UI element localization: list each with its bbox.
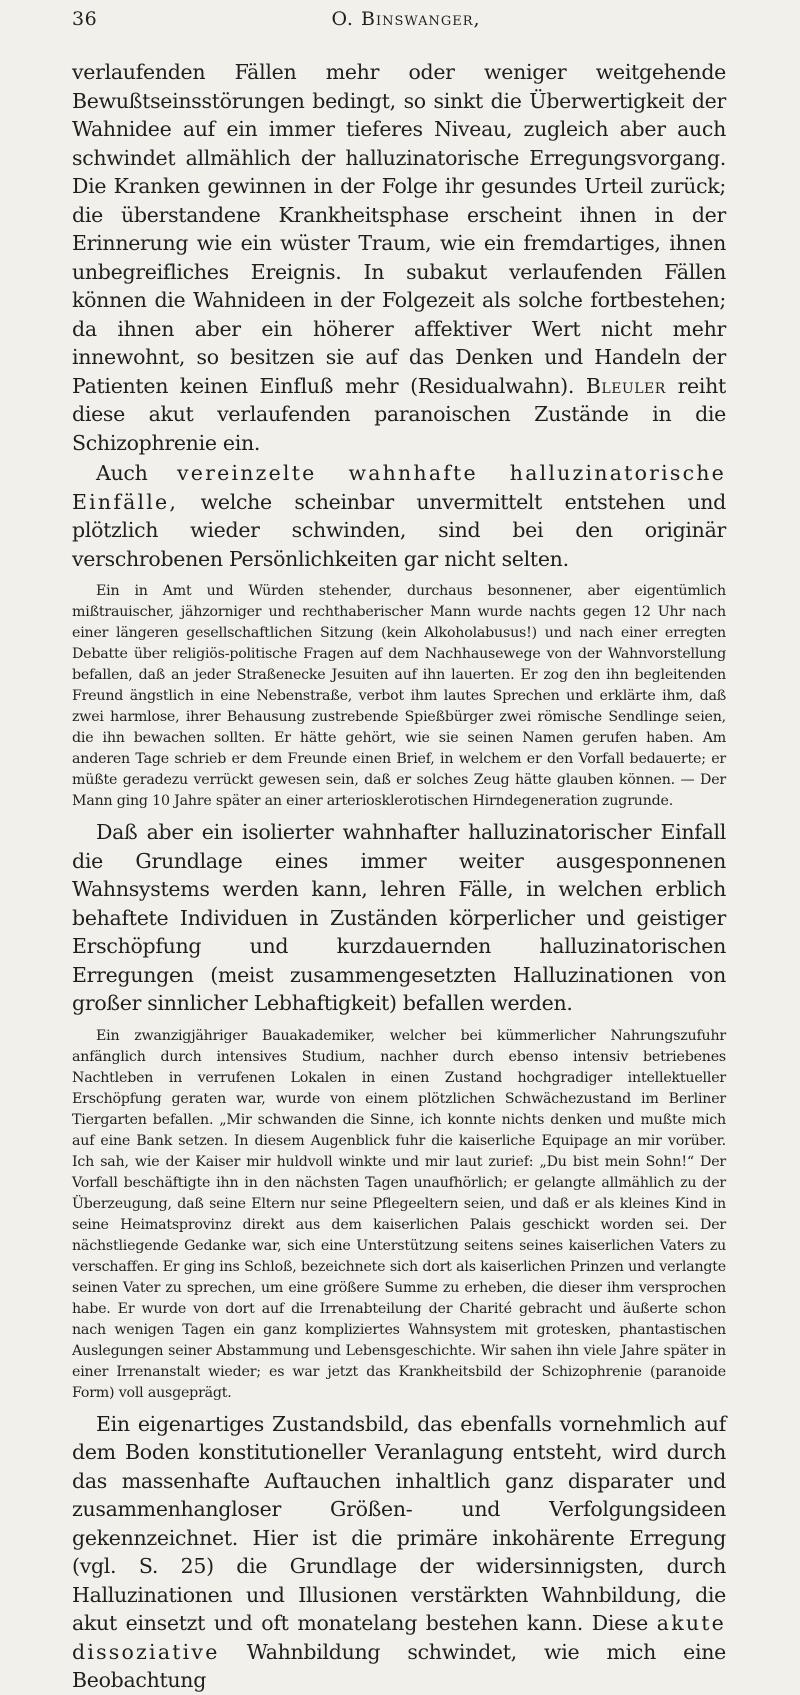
running-head: O. Binswanger, xyxy=(331,8,481,30)
paragraph-1-text-a: verlaufenden Fällen mehr oder weniger weitgehende Bewußtseinsstörungen bedingt, so sinkt die Überwertigkeit der Wahnidee auf ein immer tieferes Niveau, zugleich aber auch schwindet allmählich der halluzinatorische Erregungsvorgang. Die Kranken gewinnen in der Folge ihr gesundes Urteil zurück; die überstandene Krankheitsphase erscheint ihnen in der Erinnerung wie ein wüster Traum, wie ein fremdartiges, ihnen unbegreifliches Ereignis. In subakut verlaufenden Fällen können die Wahnideen in der Folgezeit als solche fortbestehen; da ihnen aber ein höherer affektiver Wert nicht mehr innewohnt, so besitzen sie auf das Denken und Handeln der Patienten keinen Einfluß mehr (Residualwahn). xyxy=(72,60,726,398)
paragraph-2 xyxy=(72,459,726,573)
paragraph-4-text-b: Wahnbildung schwindet, wie mich eine Beobachtung xyxy=(72,1639,726,1692)
paragraph-2-text-a: Auch xyxy=(96,461,148,485)
paragraph-1-text-b: reiht diese akut verlaufenden paranoischen Zustände in die Schizophrenie ein. xyxy=(72,373,726,455)
paragraph-4-emphasis: akute dissoziative xyxy=(72,1611,727,1664)
paragraph-4 xyxy=(72,1410,726,1695)
paragraph-2-text-b: welche scheinbar unvermittelt entstehen und plötzlich wieder schwinden, sind bei den originär verschrobenen Persönlichkeiten gar nicht selten. xyxy=(72,489,726,571)
page-header xyxy=(72,8,740,38)
case-report-1: Ein in Amt und Würden stehender, durchaus besonnener, aber eigentümlich mißtrauischer, jähzorniger und rechthaberischer Mann wurde nachts gegen 12 Uhr nach einer längeren gesellschaftlichen Sitzung (kein Alkoholabusus!) und nach einer erregten Debatte über religiös-politische Fragen auf dem Nachhausewege von der Wahnvorstellung befallen, daß an jeder Straßenecke Jesuiten auf ihn lauerten. Er zog den ihn begleitenden Freund ängstlich in eine Nebenstraße, verbot ihm lautes Sprechen und erklärte ihm, daß zwei harmlose, ihrer Behausung zustrebende Spießbürger zwei römische Sendlinge seien, die ihn bewachen sollten. Er hätte gehört, wie sie seinen Namen gerufen haben. Am anderen Tage schrieb er dem Freunde einen Brief, in welchem er den Vorfall bedauerte; er müßte geradezu verrückt gewesen sein, daß er solches Zeug hätte glauben können. — Der Mann ging 10 Jahre später an einer arteriosklerotischen Hirndegeneration zugrunde. xyxy=(72,583,726,809)
author-name-bleuler: Bleuler xyxy=(585,373,666,398)
paragraph-4-text-a: Ein eigenartiges Zustandsbild, das ebenfalls vornehmlich auf dem Boden konstitutioneller Veranlagung entsteht, wird durch das massenhafte Auftauchen inhaltlich ganz disparater und zusammenhangloser Größen- und Verfolgungsideen gekennzeichnet. Hier ist die primäre inkohärente Erregung (vgl. S. 25) die Grundlage der widersinnigsten, durch Halluzinationen und Illusionen verstärkten Wahnbildung, die akut einsetzt und oft monatelang bestehen kann. Diese xyxy=(72,1411,726,1635)
paragraph-2-emphasis: vereinzelte wahnhafte halluzinatorische Einfälle, xyxy=(72,461,726,514)
page-number: 36 xyxy=(72,8,98,30)
page-body xyxy=(72,58,726,1695)
case-report-2: Ein zwanzigjähriger Bauakademiker, welcher bei kümmerlicher Nahrungszufuhr anfänglich durch intensives Studium, nachher durch ebenso intensiv betriebenes Nachtleben in verrufenen Lokalen in einen Zustand hochgradiger intellektueller Erschöpfung geraten war, wurde von einem plötzlichen Schwächezustand im Berliner Tiergarten befallen. „Mir schwanden die Sinne, ich konnte nichts denken und mußte mich auf eine Bank setzen. In diesem Augenblick fuhr die kaiserliche Equipage an mir vorüber. Ich sah, wie der Kaiser mir huldvoll winkte und mir laut zurief: „Du bist mein Sohn!“ Der Vorfall beschäftigte ihn in den nächsten Tagen unaufhörlich; er gelangte allmählich zu der Überzeugung, daß seine Eltern nur seine Pflegeeltern seien, und daß er als kleines Kind in seine Heimatsprovinz direkt aus dem kaiserlichen Palais geschickt worden sei. Der nächstliegende Gedanke war, sich eine Unterstützung seitens seines kaiserlichen Vaters zu verschaffen. Er ging ins Schloß, bezeichnete sich dort als kaiserlichen Prinzen und verlangte seinen Vater zu sprechen, um eine größere Summe zu erheben, die dieser ihm versprochen habe. Er wurde von dort auf die Irrenabteilung der Charité gebracht und äußerte schon nach wenigen Tagen ein ganz kompliziertes Wahnsystem mit grotesken, phantastischen Auslegungen seiner Abstammung und Lebensgeschichte. Wir sahen ihn viele Jahre später in einer Irrenanstalt wieder; es war jetzt das Krankheitsbild der Schizophrenie (paranoide Form) voll ausgeprägt. xyxy=(72,1027,726,1401)
paragraph-3: Daß aber ein isolierter wahnhafter halluzinatorischer Einfall die Grundlage eines immer weiter ausgesponnenen Wahnsystems werden kann, lehren Fälle, in welchen erblich behaftete Individuen in Zuständen körperlicher und geistiger Erschöpfung und kurzdauernden halluzinatorischen Erregungen (meist zusammengesetzten Halluzinationen von großer sinnlicher Lebhaftigkeit) befallen werden. xyxy=(72,820,726,1015)
paragraph-1 xyxy=(72,58,726,457)
